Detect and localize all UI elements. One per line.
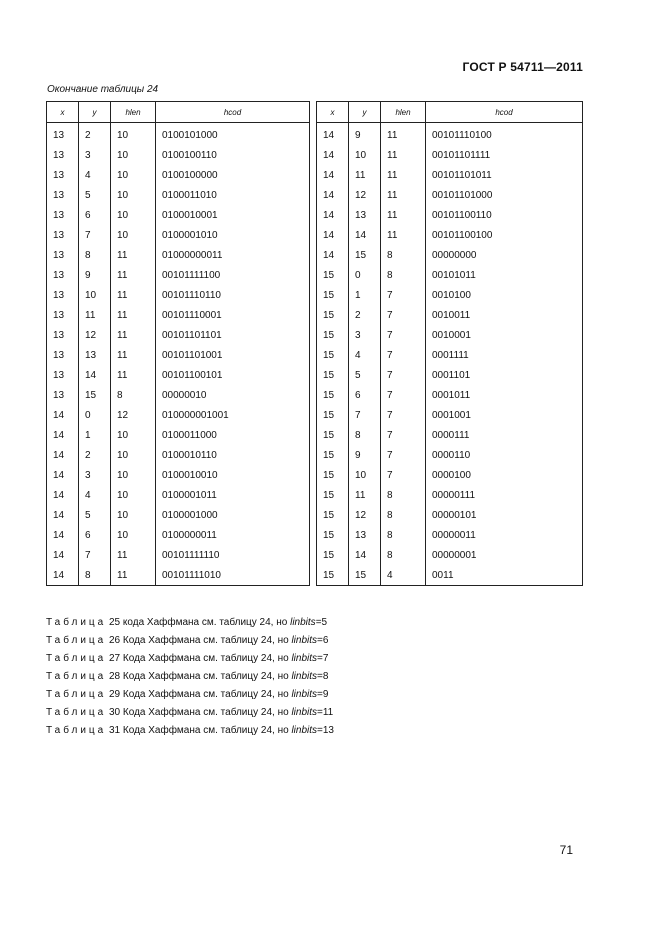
cell-hlen: 11 — [381, 225, 426, 245]
table-row — [47, 425, 310, 445]
cell-y: 7 — [79, 225, 111, 245]
cell-y: 6 — [79, 205, 111, 225]
table-row — [47, 145, 310, 165]
cell-y: 9 — [349, 123, 381, 146]
table-row — [47, 505, 310, 525]
cell-y: 10 — [79, 285, 111, 305]
cell-hcod: 00101111100 — [156, 265, 310, 285]
cell-hcod: 00101101111 — [426, 145, 583, 165]
note-label: Таблица — [46, 725, 107, 736]
cell-hcod: 0100011010 — [156, 185, 310, 205]
cell-hcod: 00101110100 — [426, 123, 583, 146]
cell-hlen: 8 — [381, 265, 426, 285]
table-row — [317, 245, 583, 265]
note-label: Таблица — [46, 671, 107, 682]
cell-y: 5 — [79, 505, 111, 525]
cell-hcod: 00000001 — [426, 545, 583, 565]
table-note — [46, 688, 334, 706]
cell-hlen: 7 — [381, 405, 426, 425]
cell-hcod: 00101101000 — [426, 185, 583, 205]
cell-hcod: 0001001 — [426, 405, 583, 425]
cell-hlen: 8 — [111, 385, 156, 405]
table-row — [47, 305, 310, 325]
cell-hlen: 7 — [381, 365, 426, 385]
cell-x: 15 — [317, 465, 349, 485]
cell-hlen: 10 — [111, 225, 156, 245]
cell-hlen: 10 — [111, 525, 156, 545]
cell-hcod: 00101111010 — [156, 565, 310, 586]
cell-x: 13 — [47, 205, 79, 225]
table-row — [47, 345, 310, 365]
cell-x: 14 — [47, 505, 79, 525]
cell-hcod: 0000111 — [426, 425, 583, 445]
cell-hlen: 7 — [381, 445, 426, 465]
cell-y: 5 — [79, 185, 111, 205]
cell-y: 3 — [349, 325, 381, 345]
page-number: 71 — [559, 843, 573, 857]
table-row — [47, 525, 310, 545]
cell-x: 14 — [317, 123, 349, 146]
table-row — [317, 365, 583, 385]
cell-hlen: 11 — [111, 365, 156, 385]
cell-x: 14 — [317, 225, 349, 245]
cell-x: 14 — [317, 245, 349, 265]
table-row — [47, 185, 310, 205]
table-row — [317, 405, 583, 425]
cell-hcod: 0010001 — [426, 325, 583, 345]
table-row — [317, 565, 583, 586]
cell-hlen: 11 — [111, 305, 156, 325]
cell-hcod: 0100001010 — [156, 225, 310, 245]
cell-y: 13 — [79, 345, 111, 365]
table-row — [47, 405, 310, 425]
note-text: 28 Кода Хаффмана см. таблицу 24, но — [109, 671, 292, 682]
cell-x: 13 — [47, 145, 79, 165]
cell-x: 14 — [47, 485, 79, 505]
cell-x: 15 — [317, 525, 349, 545]
cell-hcod: 00101110110 — [156, 285, 310, 305]
cell-x: 15 — [317, 325, 349, 345]
table-row — [317, 225, 583, 245]
column-header-hlen: hlen — [381, 102, 426, 123]
cell-hlen: 10 — [111, 425, 156, 445]
cell-hcod: 0100010001 — [156, 205, 310, 225]
table-notes — [46, 616, 334, 742]
cell-x: 13 — [47, 285, 79, 305]
cell-hlen: 8 — [381, 245, 426, 265]
cell-hcod: 00101011 — [426, 265, 583, 285]
cell-x: 15 — [317, 405, 349, 425]
table-note — [46, 634, 334, 652]
table-row — [47, 325, 310, 345]
cell-hlen: 7 — [381, 425, 426, 445]
note-label: Таблица — [46, 689, 107, 700]
cell-y: 13 — [349, 205, 381, 225]
cell-x: 13 — [47, 305, 79, 325]
table-note — [46, 616, 334, 634]
cell-hlen: 10 — [111, 145, 156, 165]
cell-hlen: 10 — [111, 205, 156, 225]
table-row — [317, 465, 583, 485]
note-value: =7 — [317, 653, 329, 664]
cell-x: 14 — [317, 145, 349, 165]
table-header-row — [47, 102, 310, 123]
cell-hlen: 8 — [381, 525, 426, 545]
table-row — [317, 145, 583, 165]
cell-hlen: 11 — [381, 185, 426, 205]
cell-y: 13 — [349, 525, 381, 545]
cell-hlen: 11 — [381, 123, 426, 146]
cell-y: 11 — [79, 305, 111, 325]
table-row — [317, 325, 583, 345]
cell-hlen: 11 — [111, 545, 156, 565]
column-header-hlen: hlen — [111, 102, 156, 123]
table-note — [46, 724, 334, 742]
cell-y: 15 — [349, 245, 381, 265]
cell-hcod: 0100010010 — [156, 465, 310, 485]
cell-x: 14 — [47, 525, 79, 545]
cell-x: 13 — [47, 345, 79, 365]
table-row — [317, 185, 583, 205]
cell-hlen: 10 — [111, 505, 156, 525]
huffman-table-left — [46, 101, 310, 586]
cell-hlen: 8 — [381, 505, 426, 525]
table-row — [47, 265, 310, 285]
cell-x: 13 — [47, 325, 79, 345]
table-row — [317, 505, 583, 525]
note-value: =6 — [317, 635, 329, 646]
document-header: ГОСТ Р 54711—2011 — [462, 60, 583, 74]
cell-hcod: 0001111 — [426, 345, 583, 365]
note-text: 25 кода Хаффмана см. таблицу 24, но — [109, 617, 291, 628]
table-row — [47, 245, 310, 265]
table-row — [317, 345, 583, 365]
cell-hlen: 10 — [111, 445, 156, 465]
cell-hcod: 0001011 — [426, 385, 583, 405]
cell-x: 15 — [317, 385, 349, 405]
cell-hcod: 00101100110 — [426, 205, 583, 225]
cell-x: 13 — [47, 185, 79, 205]
cell-hlen: 7 — [381, 285, 426, 305]
cell-hlen: 8 — [381, 545, 426, 565]
note-label: Таблица — [46, 707, 107, 718]
note-value: =13 — [317, 725, 334, 736]
cell-x: 15 — [317, 505, 349, 525]
table-row — [47, 465, 310, 485]
cell-hlen: 10 — [111, 123, 156, 146]
cell-x: 15 — [317, 565, 349, 586]
cell-y: 4 — [349, 345, 381, 365]
table-row — [47, 225, 310, 245]
note-text: 31 Кода Хаффмана см. таблицу 24, но — [109, 725, 292, 736]
cell-hlen: 10 — [111, 165, 156, 185]
cell-hcod: 00000000 — [426, 245, 583, 265]
cell-hcod: 00101101001 — [156, 345, 310, 365]
cell-y: 12 — [349, 185, 381, 205]
cell-hcod: 0000100 — [426, 465, 583, 485]
cell-hcod: 010000001001 — [156, 405, 310, 425]
note-param: linbits — [290, 617, 316, 628]
cell-y: 14 — [79, 365, 111, 385]
cell-hlen: 7 — [381, 325, 426, 345]
note-param: linbits — [291, 635, 318, 646]
cell-hlen: 7 — [381, 345, 426, 365]
cell-hlen: 4 — [381, 565, 426, 586]
table-row — [47, 165, 310, 185]
cell-hcod: 0100101000 — [156, 123, 310, 146]
table-row — [317, 285, 583, 305]
column-header-hcod: hcod — [156, 102, 310, 123]
table-body-right — [317, 123, 583, 586]
table-note — [46, 652, 334, 670]
cell-x: 14 — [47, 565, 79, 586]
cell-y: 9 — [349, 445, 381, 465]
table-row — [47, 565, 310, 586]
cell-x: 15 — [317, 305, 349, 325]
table-row — [317, 165, 583, 185]
cell-x: 13 — [47, 123, 79, 146]
cell-x: 13 — [47, 385, 79, 405]
note-text: 26 Кода Хаффмана см. таблицу 24, но — [109, 635, 292, 646]
cell-hcod: 00101110001 — [156, 305, 310, 325]
cell-hcod: 0100011000 — [156, 425, 310, 445]
cell-hlen: 7 — [381, 385, 426, 405]
note-value: =5 — [315, 617, 328, 628]
note-value: =9 — [317, 689, 329, 700]
cell-y: 9 — [79, 265, 111, 285]
cell-y: 2 — [349, 305, 381, 325]
table-note — [46, 670, 334, 688]
cell-hlen: 12 — [111, 405, 156, 425]
cell-hcod: 0000110 — [426, 445, 583, 465]
cell-y: 4 — [79, 165, 111, 185]
cell-x: 14 — [317, 205, 349, 225]
cell-y: 0 — [79, 405, 111, 425]
table-row — [317, 545, 583, 565]
cell-y: 11 — [349, 165, 381, 185]
cell-hcod: 00101101011 — [426, 165, 583, 185]
note-param: linbits — [291, 653, 318, 664]
cell-x: 15 — [317, 285, 349, 305]
cell-hlen: 10 — [111, 185, 156, 205]
cell-y: 10 — [349, 465, 381, 485]
table-row — [47, 205, 310, 225]
cell-hcod: 0011 — [426, 565, 583, 586]
cell-x: 14 — [317, 165, 349, 185]
cell-hlen: 11 — [111, 265, 156, 285]
cell-hlen: 7 — [381, 465, 426, 485]
table-row — [317, 123, 583, 146]
table-row — [317, 265, 583, 285]
cell-hcod: 0100100110 — [156, 145, 310, 165]
table-row — [47, 485, 310, 505]
cell-x: 13 — [47, 365, 79, 385]
cell-y: 14 — [349, 545, 381, 565]
cell-hcod: 00000101 — [426, 505, 583, 525]
table-row — [317, 445, 583, 465]
table-row — [317, 205, 583, 225]
cell-x: 13 — [47, 225, 79, 245]
cell-hcod: 00101111110 — [156, 545, 310, 565]
table-caption: Окончание таблицы 24 — [47, 84, 159, 95]
cell-y: 1 — [349, 285, 381, 305]
cell-hcod: 0010100 — [426, 285, 583, 305]
cell-x: 14 — [47, 445, 79, 465]
cell-hcod: 00000111 — [426, 485, 583, 505]
cell-x: 14 — [47, 465, 79, 485]
cell-hlen: 11 — [381, 165, 426, 185]
cell-hlen: 11 — [111, 325, 156, 345]
cell-y: 15 — [79, 385, 111, 405]
cell-hcod: 0100100000 — [156, 165, 310, 185]
cell-x: 15 — [317, 485, 349, 505]
cell-hlen: 10 — [111, 485, 156, 505]
note-value: =11 — [317, 707, 334, 718]
column-header-y: y — [349, 102, 381, 123]
cell-x: 15 — [317, 545, 349, 565]
table-row — [317, 425, 583, 445]
cell-y: 1 — [79, 425, 111, 445]
cell-hcod: 0100000011 — [156, 525, 310, 545]
cell-y: 8 — [79, 565, 111, 586]
note-param: linbits — [291, 671, 318, 682]
cell-hcod: 00000010 — [156, 385, 310, 405]
cell-hlen: 8 — [381, 485, 426, 505]
cell-x: 15 — [317, 425, 349, 445]
cell-y: 3 — [79, 145, 111, 165]
table-body-left — [47, 123, 310, 586]
column-header-x: x — [317, 102, 349, 123]
cell-y: 5 — [349, 365, 381, 385]
cell-y: 12 — [349, 505, 381, 525]
column-header-y: y — [79, 102, 111, 123]
cell-y: 2 — [79, 445, 111, 465]
note-label: Таблица — [46, 635, 107, 646]
table-note — [46, 706, 334, 724]
note-label: Таблица — [46, 617, 107, 628]
cell-hcod: 00101101101 — [156, 325, 310, 345]
cell-y: 6 — [79, 525, 111, 545]
note-text: 27 Кода Хаффмана см. таблицу 24, но — [109, 653, 292, 664]
column-header-x: x — [47, 102, 79, 123]
table-row — [47, 123, 310, 146]
table-row — [47, 545, 310, 565]
cell-hcod: 00101100101 — [156, 365, 310, 385]
cell-hlen: 11 — [381, 205, 426, 225]
cell-y: 14 — [349, 225, 381, 245]
cell-hlen: 7 — [381, 305, 426, 325]
cell-hlen: 11 — [111, 285, 156, 305]
cell-hcod: 01000000011 — [156, 245, 310, 265]
table-row — [47, 385, 310, 405]
cell-x: 14 — [317, 185, 349, 205]
cell-hcod: 0100001011 — [156, 485, 310, 505]
cell-hcod: 00101100100 — [426, 225, 583, 245]
cell-x: 13 — [47, 165, 79, 185]
table-row — [317, 485, 583, 505]
cell-x: 15 — [317, 365, 349, 385]
note-text: 29 Кода Хаффмана см. таблицу 24, но — [109, 689, 292, 700]
column-header-hcod: hcod — [426, 102, 583, 123]
cell-y: 0 — [349, 265, 381, 285]
table-row — [317, 525, 583, 545]
note-param: linbits — [291, 689, 318, 700]
cell-y: 2 — [79, 123, 111, 146]
cell-y: 10 — [349, 145, 381, 165]
cell-x: 15 — [317, 445, 349, 465]
cell-hcod: 00000011 — [426, 525, 583, 545]
note-param: linbits — [291, 707, 318, 718]
cell-hcod: 0100010110 — [156, 445, 310, 465]
cell-x: 15 — [317, 345, 349, 365]
note-param: linbits — [291, 725, 318, 736]
table-row — [47, 365, 310, 385]
cell-x: 14 — [47, 425, 79, 445]
cell-y: 11 — [349, 485, 381, 505]
cell-y: 7 — [79, 545, 111, 565]
cell-y: 4 — [79, 485, 111, 505]
huffman-table-right — [316, 101, 583, 586]
cell-y: 6 — [349, 385, 381, 405]
cell-hcod: 0001101 — [426, 365, 583, 385]
cell-hlen: 11 — [111, 565, 156, 586]
cell-hlen: 11 — [381, 145, 426, 165]
cell-hcod: 0100001000 — [156, 505, 310, 525]
cell-y: 3 — [79, 465, 111, 485]
cell-x: 15 — [317, 265, 349, 285]
cell-y: 7 — [349, 405, 381, 425]
cell-y: 12 — [79, 325, 111, 345]
cell-y: 8 — [79, 245, 111, 265]
cell-x: 13 — [47, 245, 79, 265]
note-label: Таблица — [46, 653, 107, 664]
table-row — [47, 285, 310, 305]
cell-hcod: 0010011 — [426, 305, 583, 325]
note-text: 30 Кода Хаффмана см. таблицу 24, но — [109, 707, 292, 718]
table-row — [317, 305, 583, 325]
table-row — [317, 385, 583, 405]
note-value: =8 — [317, 671, 329, 682]
table-header-row — [317, 102, 583, 123]
table-row — [47, 445, 310, 465]
cell-x: 14 — [47, 405, 79, 425]
cell-x: 14 — [47, 545, 79, 565]
cell-y: 8 — [349, 425, 381, 445]
cell-hlen: 11 — [111, 345, 156, 365]
cell-x: 13 — [47, 265, 79, 285]
cell-y: 15 — [349, 565, 381, 586]
cell-hlen: 11 — [111, 245, 156, 265]
cell-hlen: 10 — [111, 465, 156, 485]
